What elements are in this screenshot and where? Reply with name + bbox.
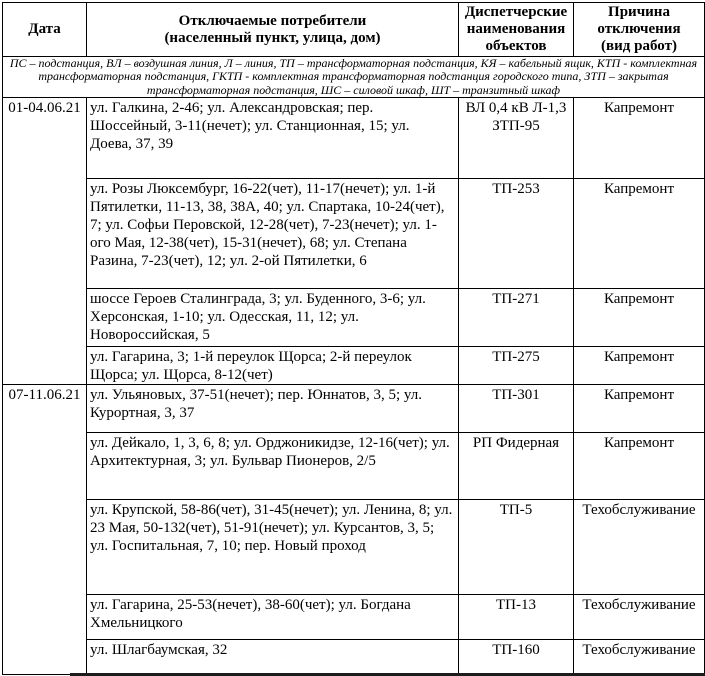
reason-cell: Капремонт [574, 433, 705, 500]
header-line: отключения [597, 21, 681, 37]
header-line: Отключаемые потребители [178, 12, 367, 29]
header-line: Диспетчерские [464, 4, 568, 20]
consumers-cell: ул. Шлагбаумская, 32 [87, 640, 459, 675]
consumers-cell: шоссе Героев Сталинграда, 3; ул. Буденного, 3-6; ул. Херсонская, 1-10; ул. Одесская, 11, 12; ул. Новороссийская, 5 [87, 289, 459, 347]
reason-cell: Капремонт [574, 289, 705, 347]
consumers-cell: ул. Галкина, 2-46; ул. Александровская; пер. Шоссейный, 3-11(нечет); ул. Станционная, 15; ул. Доева, 37, 39 [87, 98, 459, 179]
reason-cell: Капремонт [574, 98, 705, 179]
abbreviations-note: ПС – подстанция, ВЛ – воздушная линия, Л – линия, ТП – трансформаторная подстанция, КЯ – кабельный ящик, КТП - комплектная трансформаторная подстанция, ГКТП - комплектная трансформаторная подстанция городского типа, ЗТП – закрытая трансформаторная подстанция, ШС – силовой шкаф, ШТ – транзитный шкаф [3, 57, 705, 98]
consumers-cell: ул. Гагарина, 25-53(нечет), 38-60(чет); ул. Богдана Хмельницкого [87, 595, 459, 640]
header-line: объектов [485, 38, 547, 54]
outage-schedule-table [2, 2, 705, 675]
table-row [3, 385, 705, 433]
table-row [3, 289, 705, 347]
object-cell: РП Фидерная [459, 433, 574, 500]
table-row [3, 179, 705, 289]
date-cell: 01-04.06.21 [3, 98, 87, 385]
date-cell: 07-11.06.21 [3, 385, 87, 675]
header-line: (населенный пункт, улица, дом) [164, 29, 381, 46]
object-cell: ТП-301 [459, 385, 574, 433]
reason-cell: Капремонт [574, 347, 705, 385]
object-cell: ТП-271 [459, 289, 574, 347]
column-header-reason [574, 3, 705, 57]
table-row [3, 433, 705, 500]
table-row [3, 595, 705, 640]
table-row [3, 98, 705, 179]
table-row [3, 640, 705, 675]
table-row [3, 347, 705, 385]
object-cell: ТП-13 [459, 595, 574, 640]
reason-cell: Капремонт [574, 179, 705, 289]
object-cell: ТП-160 [459, 640, 574, 675]
reason-cell: Техобслуживание [574, 500, 705, 595]
header-line: наименования [466, 21, 566, 37]
reason-cell: Техобслуживание [574, 640, 705, 675]
header-line: Причина [608, 4, 670, 20]
abbreviations-note-row [3, 57, 705, 98]
header-line: (вид работ) [601, 38, 677, 54]
column-header-date [3, 3, 87, 57]
table-row [3, 500, 705, 595]
consumers-cell: ул. Ульяновых, 37-51(нечет); пер. Юннатов, 3, 5; ул. Курортная, 3, 37 [87, 385, 459, 433]
object-cell: ВЛ 0,4 кВ Л-1,3 ЗТП-95 [459, 98, 574, 179]
object-cell: ТП-253 [459, 179, 574, 289]
consumers-cell: ул. Розы Люксембург, 16-22(чет), 11-17(нечет); ул. 1-й Пятилетки, 11-13, 38, 38А, 40; ул. Спартака, 10-24(чет), 7; ул. Софьи Перовской, 12-28(чет), 7-23(нечет); ул. 1-ого Мая, 12-38(чет), 15-31(нечет), 68; ул. Степана Разина, 7-23(чет), 12; ул. 2-ой Пятилетки, 6 [87, 179, 459, 289]
column-header-object-names [459, 3, 574, 57]
object-cell: ТП-5 [459, 500, 574, 595]
header-line: Дата [28, 21, 61, 37]
header-row [3, 3, 705, 57]
column-header-consumers [87, 3, 459, 57]
consumers-cell: ул. Дейкало, 1, 3, 6, 8; ул. Орджоникидзе, 12-16(чет); ул. Архитектурная, 3; ул. Бульвар Пионеров, 2/5 [87, 433, 459, 500]
reason-cell: Техобслуживание [574, 595, 705, 640]
consumers-cell: ул. Гагарина, 3; 1-й переулок Щорса; 2-й переулок Щорса; ул. Щорса, 8-12(чет) [87, 347, 459, 385]
object-cell: ТП-275 [459, 347, 574, 385]
consumers-cell: ул. Крупской, 58-86(чет), 31-45(нечет); ул. Ленина, 8; ул. 23 Мая, 50-132(чет), 51-91(нечет); ул. Курсантов, 3, 5; ул. Госпитальная, 7, 10; пер. Новый проход [87, 500, 459, 595]
reason-cell: Капремонт [574, 385, 705, 433]
